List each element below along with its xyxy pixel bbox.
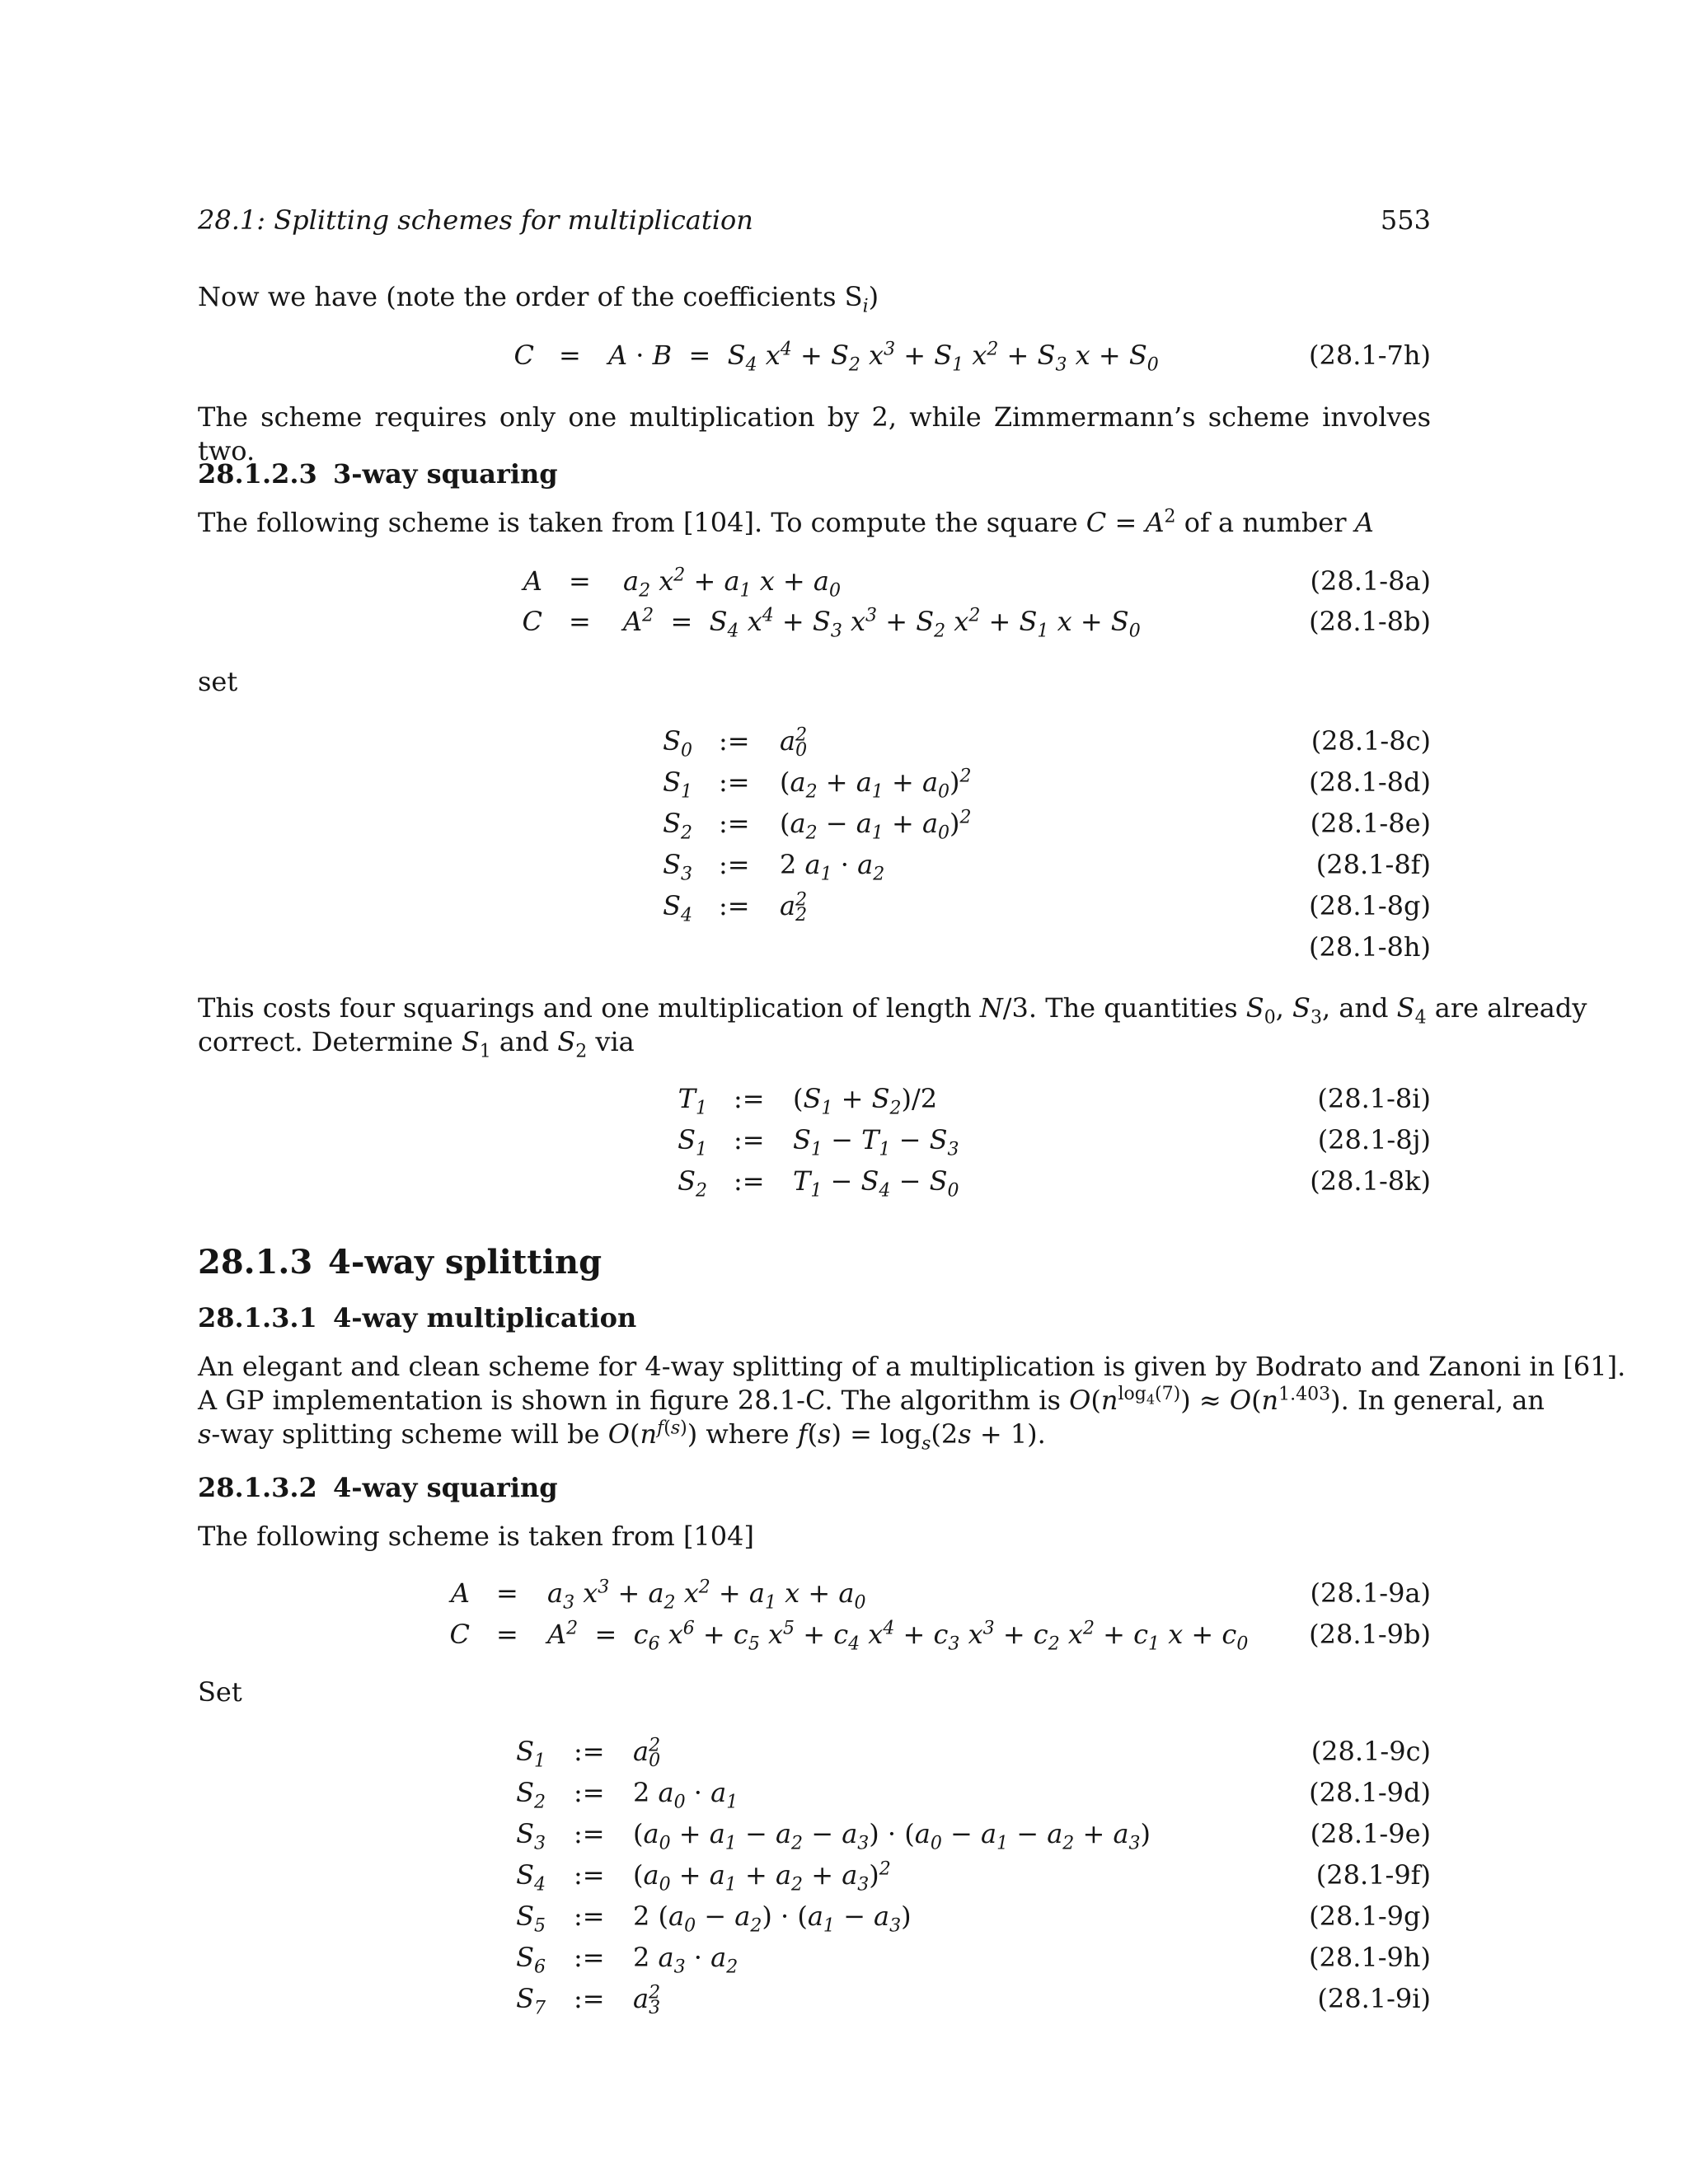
eq-rhs: $S_1 - T_1 - S_3$ (793, 1124, 959, 1160)
line: An elegant and clean scheme for 4-way splitting of a multiplication is given by Bodrato and Zanoni in [61]. (198, 1351, 1626, 1382)
equation-tag: (28.1-8h) (1309, 931, 1431, 963)
heading-4-way-multiplication (198, 1302, 636, 1333)
eq-lhs: $S_2$ (678, 1165, 707, 1202)
math-inline: s (198, 1418, 212, 1450)
section-number: 28.1.3.2 (198, 1472, 317, 1503)
equation-tag: (28.1-8k) (1310, 1165, 1431, 1197)
eq-rhs: 2 $a_1 \cdot a_2$ (780, 849, 885, 885)
eq-lhs: $T_1$ (678, 1083, 707, 1119)
section-title: 4-way multiplication (333, 1302, 637, 1333)
equation-28-1-8b (198, 606, 1431, 645)
equation-28-1-9i (198, 1983, 1431, 2022)
eq-op: = (559, 340, 581, 371)
equation-28-1-9e (198, 1818, 1431, 1858)
eq-lhs: $S_5$ (516, 1900, 546, 1937)
eq-op: := (719, 766, 750, 798)
page (198, 0, 1626, 2184)
eq-rhs: $(a_0 + a_1 + a_2 + a_3)^2$ (633, 1858, 891, 1896)
eq-rhs: $a^2_0$ (633, 1735, 661, 1772)
eq-op: = (569, 565, 591, 597)
equation-28-1-8a (198, 565, 1431, 605)
heading-4-way-splitting (198, 1243, 602, 1282)
equation-tag: (28.1-8d) (1309, 766, 1431, 798)
equation-tag: (28.1-9c) (1311, 1736, 1431, 1767)
eq-rhs: 2 $a_0 \cdot a_1$ (633, 1777, 738, 1813)
equation-28-1-8j (198, 1124, 1431, 1164)
eq-lhs: $S_1$ (663, 766, 692, 803)
equation-tag: (28.1-8i) (1317, 1083, 1431, 1114)
text: , and (1321, 992, 1397, 1024)
equation-tag: (28.1-9i) (1317, 1983, 1431, 2014)
eq-op: := (719, 808, 750, 839)
eq-lhs: $S_2$ (516, 1777, 546, 1813)
equation-28-1-8g (198, 890, 1431, 930)
text: via (587, 1026, 635, 1057)
eq-op: := (734, 1165, 765, 1197)
running-header (198, 204, 1431, 244)
set-word: set (198, 666, 238, 697)
line: correct. Determine $S_1$ and $S_2$ via (198, 1026, 635, 1062)
text: . In general, an (1340, 1385, 1545, 1416)
set-word: Set (198, 1676, 242, 1708)
eq-lhs: $S_4$ (663, 890, 692, 926)
equation-28-1-9b (198, 1619, 1431, 1658)
equation-tag: (28.1-9a) (1310, 1577, 1431, 1609)
math-inline: A (1145, 507, 1165, 538)
text: are already (1426, 992, 1587, 1024)
eq-lhs: A (450, 1577, 470, 1609)
equation-28-1-9c (198, 1736, 1431, 1775)
eq-op: := (719, 849, 750, 880)
page-number: 553 (1380, 204, 1431, 236)
equation-tag: (28.1-9d) (1309, 1777, 1431, 1808)
equation-tag: (28.1-8g) (1309, 890, 1431, 921)
eq-op: := (574, 1983, 605, 2014)
math-inline: O (607, 1418, 630, 1450)
equation-tag: (28.1-8a) (1310, 565, 1431, 597)
text: and (490, 1026, 558, 1057)
equation-tag: (28.1-9g) (1309, 1900, 1431, 1932)
eq-rhs: $a_2$ $x^2 + a_1$ $x + a_0$ (623, 565, 841, 602)
section-number: 28.1.2.3 (198, 458, 317, 490)
eq-op: = (496, 1577, 518, 1609)
eq-lhs: $S_6$ (516, 1942, 546, 1978)
equation-tag: (28.1-9b) (1309, 1619, 1431, 1650)
header-section-title: 28.1: Splitting schemes for multiplication (198, 204, 753, 236)
eq-op: = (496, 1619, 518, 1650)
text: The following scheme is taken from [104]. To compute the square (198, 507, 1086, 538)
equation-28-1-8f (198, 849, 1431, 888)
equation-28-1-7h (198, 340, 1431, 379)
math-inline: A (1354, 507, 1374, 538)
section-number: 28.1.3.1 (198, 1302, 317, 1333)
eq-rhs: $A^2 = c_6$ $x^6 + c_5$ $x^5 + c_4$ $x^4 + c_3$ $x^3 + c_2$ $x^2 + c_1$ $x + c_0$ (547, 1618, 1249, 1655)
eq-rhs: $a_3$ $x^3 + a_2$ $x^2 + a_1$ $x + a_0$ (547, 1577, 866, 1614)
paragraph-4-way-intro (198, 1520, 1431, 1554)
section-title: 4-way squaring (333, 1472, 558, 1503)
eq-op: := (734, 1124, 765, 1155)
text: where (697, 1418, 798, 1450)
math-inline: O (1229, 1385, 1252, 1416)
line: This costs four squarings and one multiplication of length N/3. The quantities $S_0$, $S_3$, and $S_4$ are already (198, 992, 1587, 1029)
eq-lhs: $S_3$ (663, 849, 692, 885)
equation-tag: (28.1-7h) (1309, 340, 1431, 371)
eq-rhs: $A^2 = S_4$ $x^4 + S_3$ $x^3 + S_2$ $x^2 + S_1$ $x + S_0$ (623, 605, 1141, 642)
equation-28-1-9h (198, 1942, 1431, 1981)
eq-rhs: $A \cdot B = S_4$ $x^4 + S_2$ $x^3 + S_1$ $x^2 + S_3$ $x + S_0$ (608, 339, 1159, 376)
math-inline: C (1085, 507, 1107, 538)
text: Now we have (note the order of the coefficients S (198, 281, 863, 312)
eq-lhs: $S_3$ (516, 1818, 546, 1854)
equation-28-1-9d (198, 1777, 1431, 1816)
paragraph-costs (198, 991, 1587, 1062)
eq-lhs: $S_1$ (516, 1736, 546, 1772)
eq-rhs: $(a_0 + a_1 - a_2 - a_3) \cdot (a_0 - a_1 - a_2 + a_3)$ (633, 1818, 1151, 1854)
eq-op: := (734, 1083, 765, 1114)
text: of a number (1175, 507, 1355, 538)
paragraph-bodrato-zanoni (198, 1350, 1626, 1455)
eq-lhs: $S_1$ (678, 1124, 707, 1160)
eq-op: := (719, 890, 750, 921)
sub: i (862, 296, 869, 317)
eq-rhs: $(a_2 - a_1 + a_0)^2$ (780, 807, 972, 844)
text: A GP implementation is shown in figure 28.1-C. The algorithm is (198, 1385, 1070, 1416)
eq-op: := (574, 1818, 605, 1849)
text: The scheme requires only one multiplication by 2, while Zimmermann’s scheme involves two. (198, 401, 1431, 466)
math-inline: N (979, 992, 1003, 1024)
section-number: 28.1.3 (198, 1243, 313, 1282)
equation-tag: (28.1-8c) (1311, 725, 1431, 757)
line: s-way splitting scheme will be $O(n^{f(s)})$ where $f(s) = \log_s(2s + 1)$. (198, 1418, 1046, 1455)
paragraph-coefficient-order (198, 280, 1431, 323)
eq-op: := (574, 1942, 605, 1973)
equation-28-1-8i (198, 1083, 1431, 1122)
heading-3-way-squaring (198, 458, 558, 490)
heading-4-way-squaring (198, 1472, 558, 1503)
eq-lhs: C (513, 340, 534, 371)
math-inline: S (1245, 992, 1264, 1024)
eq-op: := (574, 1777, 605, 1808)
eq-op: := (574, 1859, 605, 1891)
eq-op: = (569, 606, 591, 637)
math-inline: S (461, 1026, 480, 1057)
eq-lhs: C (522, 606, 542, 637)
eq-lhs: $S_0$ (663, 725, 692, 762)
line: A GP implementation is shown in figure 28.1-C. The algorithm is $O(n^{log_4(7)}) \approx O(n^{1.403})$. In general, an (198, 1384, 1545, 1416)
equation-28-1-8h (198, 931, 1431, 971)
eq-rhs: $a^2_3$ (633, 1982, 661, 2019)
equation-tag: (28.1-8j) (1317, 1124, 1431, 1155)
text: correct. Determine (198, 1026, 462, 1057)
equation-28-1-9a (198, 1577, 1431, 1617)
section-title: 4-way splitting (328, 1243, 603, 1282)
equation-28-1-8k (198, 1165, 1431, 1205)
text: ) (868, 281, 879, 312)
math-inline: S (1292, 992, 1311, 1024)
eq-lhs: C (449, 1619, 470, 1650)
eq-op: := (574, 1736, 605, 1767)
equation-tag: (28.1-8f) (1315, 849, 1431, 880)
eq-rhs: $(S_1 + S_2)/2$ (793, 1083, 938, 1119)
text: . The quantities (1028, 992, 1246, 1024)
equation-tag: (28.1-9e) (1310, 1818, 1431, 1849)
math-inline: f (797, 1418, 808, 1450)
section-title: 3-way squaring (333, 458, 558, 490)
eq-rhs: 2 $(a_0 - a_2) \cdot (a_1 - a_3)$ (633, 1900, 912, 1937)
equation-28-1-8e (198, 808, 1431, 847)
text: The following scheme is taken from [104] (198, 1521, 754, 1552)
eq-lhs: A (523, 565, 542, 597)
equation-28-1-9g (198, 1900, 1431, 1940)
equation-tag: (28.1-9h) (1309, 1942, 1431, 1973)
eq-op: := (574, 1900, 605, 1932)
text: This costs four squarings and one multiplication of length (198, 992, 980, 1024)
eq-lhs: $S_4$ (516, 1859, 546, 1896)
equation-28-1-9f (198, 1859, 1431, 1899)
equation-28-1-8c (198, 725, 1431, 765)
eq-rhs: $a^2_2$ (780, 889, 808, 926)
math-inline: S (1396, 992, 1415, 1024)
eq-op: := (719, 725, 750, 757)
paragraph-3-way-intro: The following scheme is taken from [104]. To compute the square $C = A^2$ of a number A (198, 506, 1374, 538)
eq-rhs: 2 $a_3 \cdot a_2$ (633, 1942, 738, 1978)
eq-rhs: $T_1 - S_4 - S_0$ (793, 1165, 959, 1202)
math-inline: S (557, 1026, 576, 1057)
eq-rhs: $(a_2 + a_1 + a_0)^2$ (780, 766, 972, 803)
eq-lhs: $S_2$ (663, 808, 692, 844)
math-inline: O (1069, 1385, 1091, 1416)
equation-28-1-8d (198, 766, 1431, 806)
eq-rhs: $a^2_0$ (780, 724, 808, 762)
equation-tag: (28.1-8e) (1310, 808, 1431, 839)
equation-tag: (28.1-8b) (1309, 606, 1431, 637)
eq-lhs: $S_7$ (516, 1983, 546, 2019)
text: -way splitting scheme will be (211, 1418, 608, 1450)
equation-tag: (28.1-9f) (1315, 1859, 1431, 1891)
